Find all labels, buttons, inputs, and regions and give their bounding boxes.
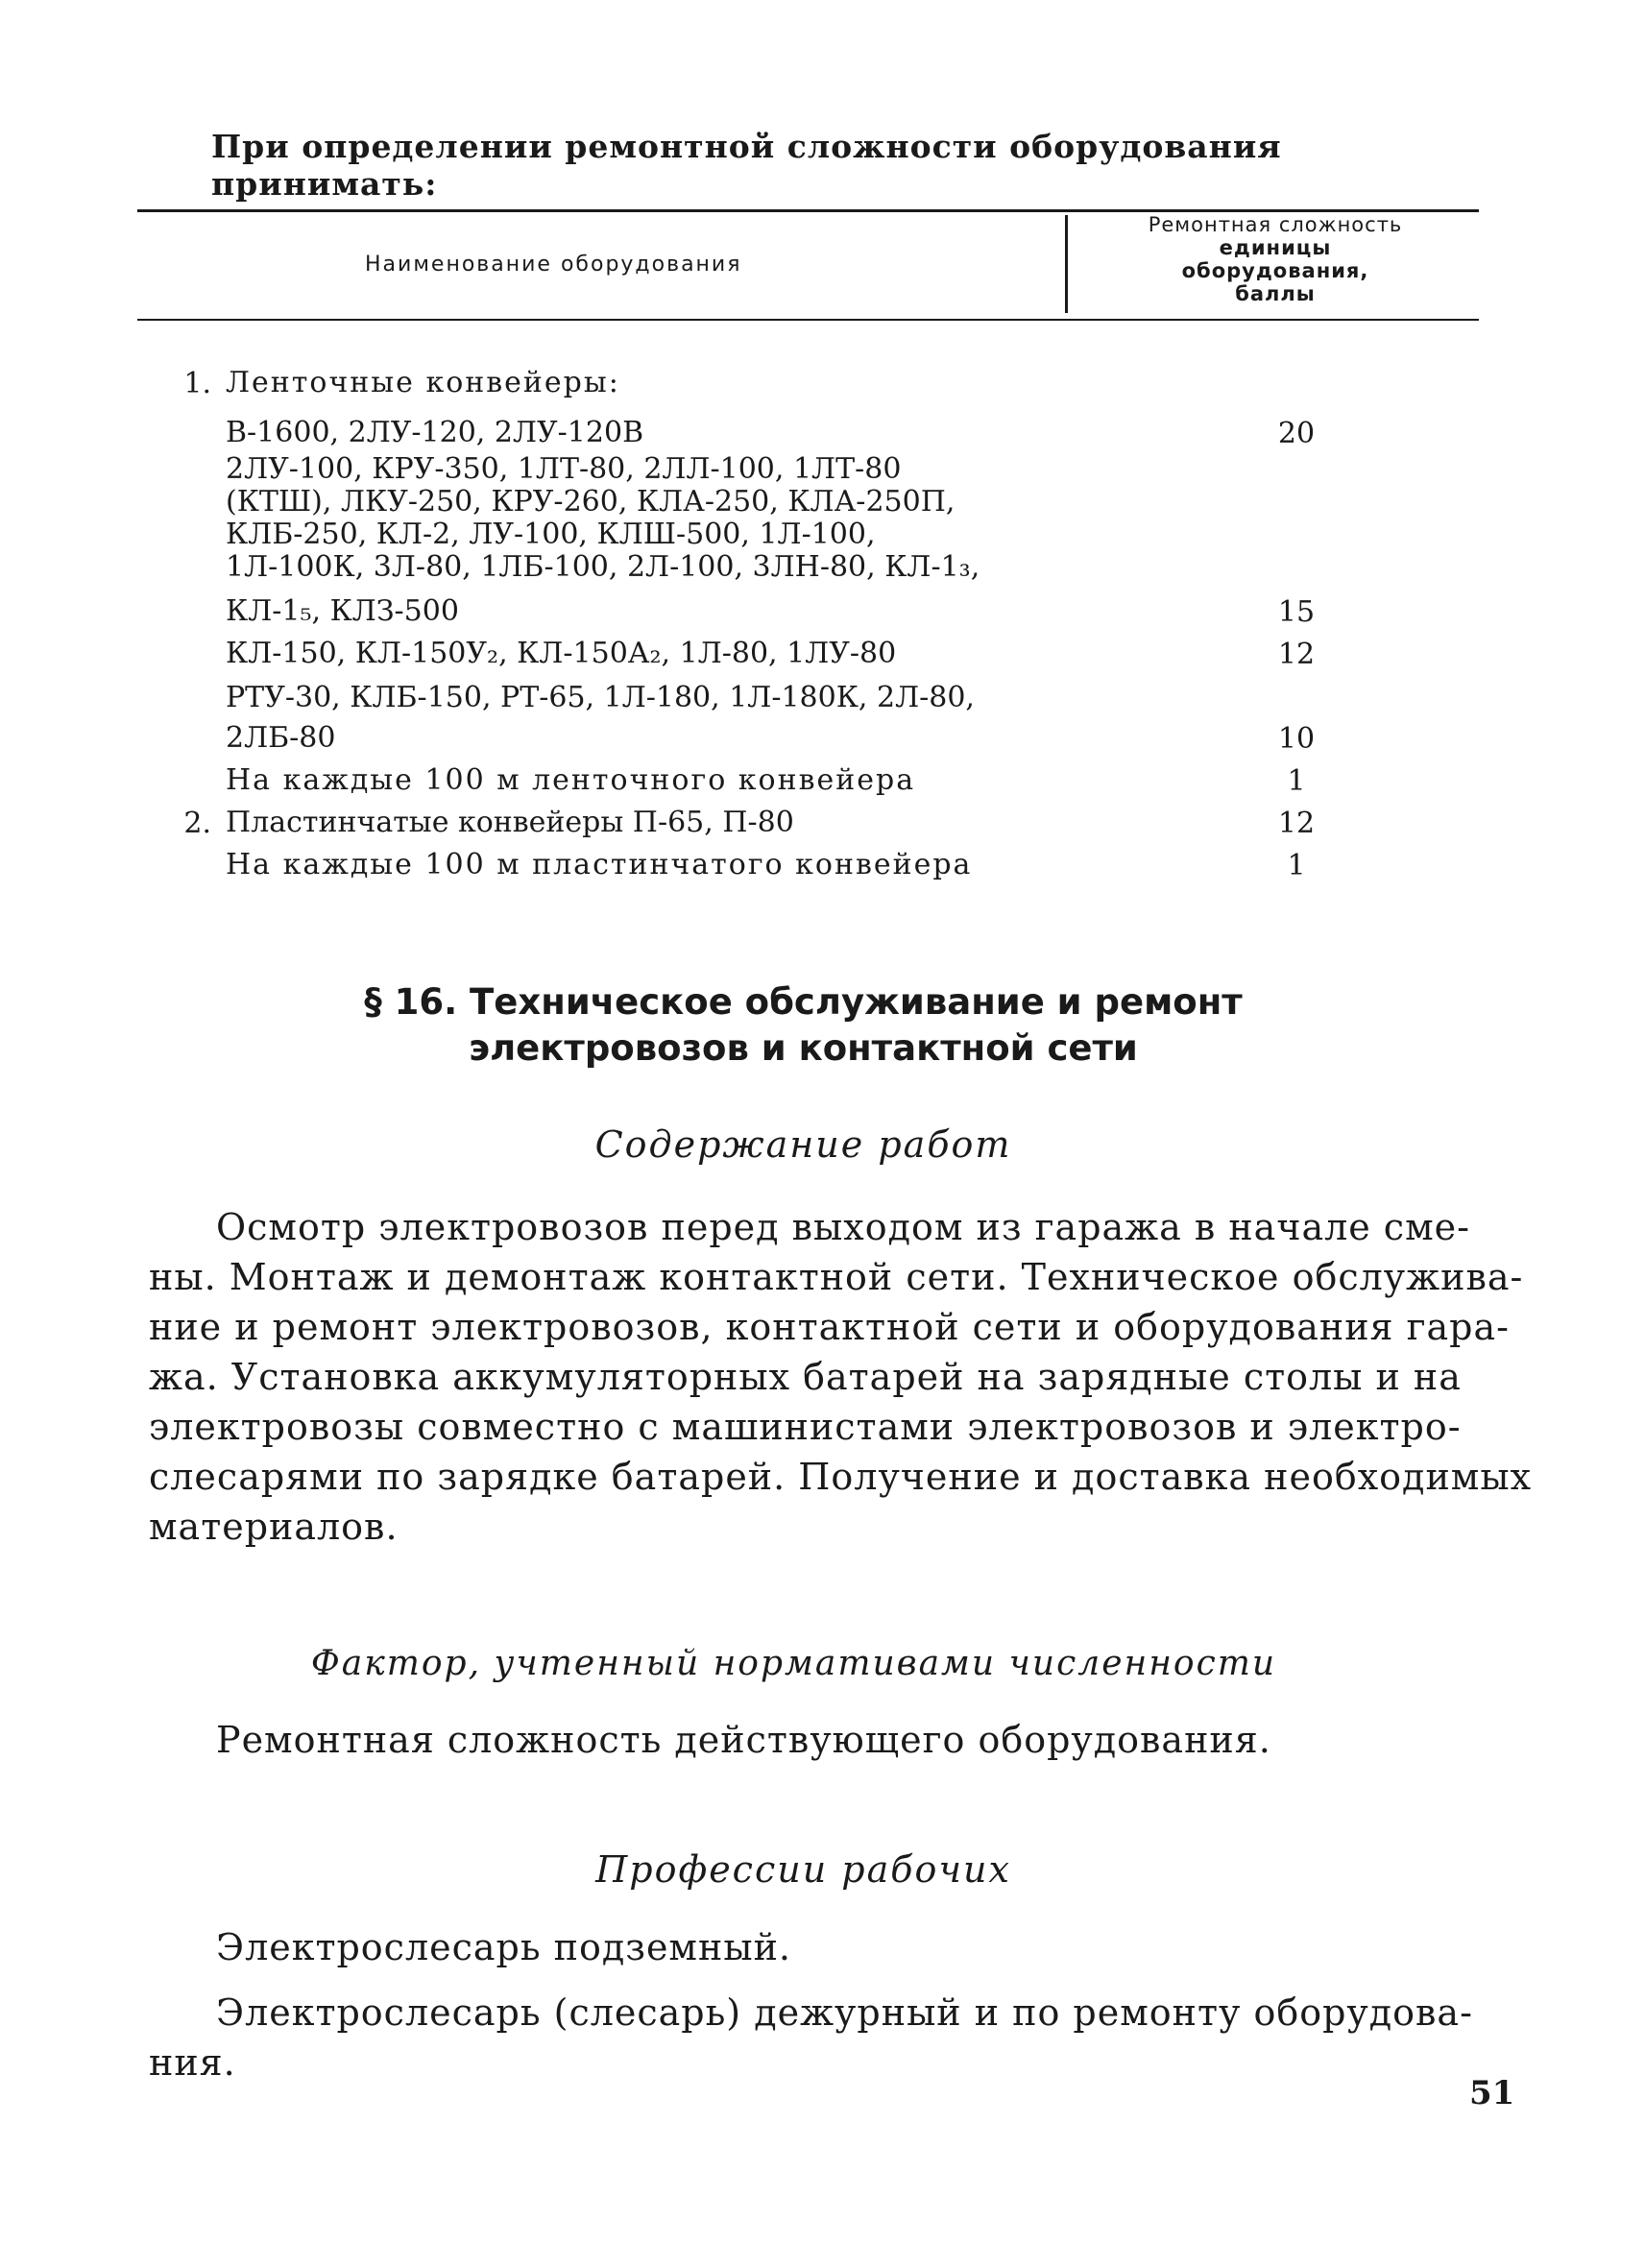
row-label: КЛБ-250, КЛ-2, ЛУ-100, КЛШ-500, 1Л-100, <box>226 518 876 551</box>
professions-list: Электрослесарь подземный. Электрослесарь (слесарь) дежурный и по ремонту оборудова- ния. <box>149 1926 1473 2084</box>
row-label: КЛ-150, КЛ-150У₂, КЛ-150А₂, 1Л-80, 1ЛУ-80 <box>226 637 897 670</box>
row-label: Ленточные конвейеры: <box>226 366 620 399</box>
row-label: (КТШ), ЛКУ-250, КРУ-260, КЛА-250, КЛА-250П, <box>226 485 956 519</box>
page-number: 51 <box>1469 2074 1515 2112</box>
row-value: 15 <box>1277 595 1316 629</box>
factor-heading: Фактор, учтенный нормативами численности <box>310 1644 1277 1683</box>
row-value: 10 <box>1277 722 1316 756</box>
table-intro: При определении ремонтной сложности оборудования принимать: <box>211 128 1282 203</box>
row-label: На каждые 100 м ленточного конвейера <box>226 763 916 797</box>
row-label: РТУ-30, КЛБ-150, РТ-65, 1Л-180, 1Л-180К, 2Л-80, <box>226 681 975 714</box>
row-label: 1Л-100К, 3Л-80, 1ЛБ-100, 2Л-100, 3ЛН-80, КЛ-1₃, <box>226 550 980 584</box>
row-number: 1. <box>183 367 211 400</box>
row-value: 1 <box>1287 849 1306 882</box>
row-label: 2ЛБ-80 <box>226 721 336 755</box>
table-header-bottom-rule <box>137 319 1479 321</box>
row-label: 2ЛУ-100, КРУ-350, 1ЛТ-80, 2ЛЛ-100, 1ЛТ-80 <box>226 452 902 486</box>
table-column-divider <box>1065 215 1068 313</box>
row-value: 1 <box>1287 764 1306 798</box>
professions-heading: Профессии рабочих <box>595 1848 1011 1891</box>
content-paragraph: Осмотр электровозов перед выходом из гаража в начале сме- ны. Монтаж и демонтаж контактной сети. Техническое обслужива- ние и ремонт электровозов, контактной сети и оборудования гара- жа. Установка аккумуляторных батарей на зарядные столы и на электровозы совместно с машинистами электровозов и электро- слесарями по зарядке батарей. Получение и доставка необходимых материалов. <box>149 1206 1533 1548</box>
content-heading: Содержание работ <box>594 1123 1012 1166</box>
section-title: § 16. Техническое обслуживание и ремонт электровозов и контактной сети <box>364 981 1243 1069</box>
row-value: 12 <box>1277 638 1316 671</box>
column-header-score: Ремонтная сложность единицы оборудования, баллы <box>1148 213 1403 305</box>
table-top-rule <box>137 209 1479 212</box>
row-value: 12 <box>1277 807 1316 840</box>
column-header-name: Наименование оборудования <box>365 253 742 277</box>
row-label: На каждые 100 м пластинчатого конвейера <box>226 848 973 881</box>
row-label: КЛ-1₅, КЛЗ-500 <box>226 594 459 628</box>
row-label: В-1600, 2ЛУ-120, 2ЛУ-120В <box>226 416 644 449</box>
row-label: Пластинчатые конвейеры П-65, П-80 <box>226 806 794 839</box>
row-value: 20 <box>1277 417 1316 450</box>
factor-text: Ремонтная сложность действующего оборудования. <box>216 1719 1271 1761</box>
row-number: 2. <box>183 807 211 840</box>
